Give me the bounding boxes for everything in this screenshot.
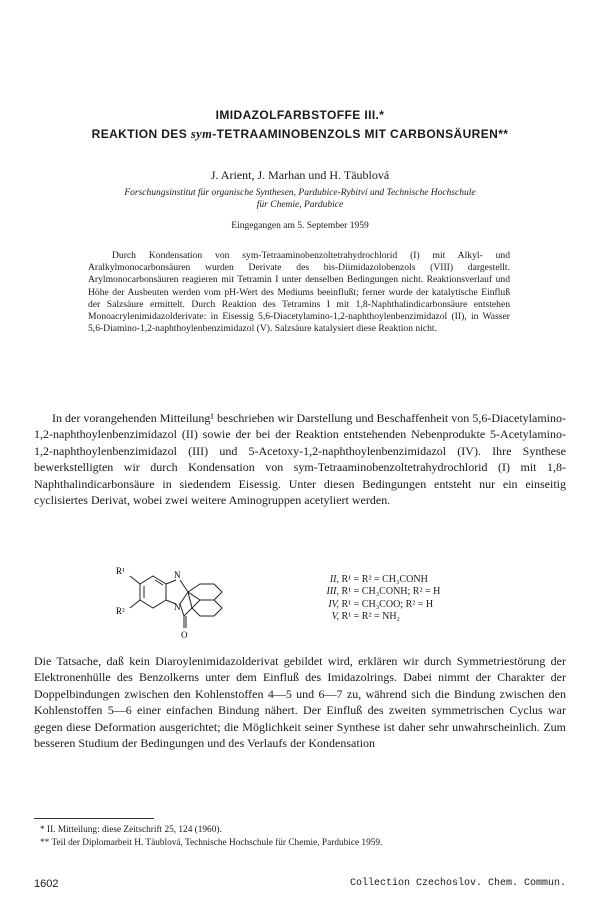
body-paragraph-2: Die Tatsache, daß kein Diaroylenimidazolderivat gebildet wird, erklären wir durch Symmetriestörung der Elektronenhülle des Benzolkerns unter dem Einfluß des Imidazolrings. Dabei nimmt der Charakter der Doppelbindungen zwischen den Kohlenstoffen 4—5 und 6—7 zu, während sich die Bindung zwischen den Kohlenstoffen 5—6 einer einfachen Bindung nähert. Der Einfluß des zweiten symmetrischen Cyclus war gegen diese Deformation ausgerichtet; die Möglichkeit seiner Synthese ist daher sehr unwahrscheinlich. Zum besseren Studium der Bedingungen und des Verlaufs der Kondensation [34, 654, 566, 751]
journal-name: Collection Czechoslov. Chem. Commun. [349, 878, 566, 889]
legend-row [305, 574, 440, 586]
title-line-2 [40, 127, 560, 142]
legend-row [305, 586, 440, 598]
title-line-1: IMIDAZOLFARBSTOFFE III.* [215, 108, 385, 122]
title-prefix: REAKTION DES [91, 127, 191, 141]
title-rest: -TETRAAMINOBENZOLS MIT CARBONSÄUREN** [212, 127, 509, 141]
abstract: Durch Kondensation von sym-Tetraaminobenzoltetrahydrochlorid (I) mit Alkyl- und Aralkylmonocarbonsäuren wurden Derivate des bis-Diimidazolobenzols (VIII) dargestellt. Arylmonocarbonsäuren reagieren mit Tetramin I unter denselben Bedingungen nicht. Reaktionsverlauf und Höhe der Ausbeuten werden vom pH-Wert des Mediums beeinflußt; ferner wurde der katalytische Einfluß der Salzsäure ermittelt. Durch Reaktion des Tetramins I mit 1,8-Naphthalindicarbonsäure entstehen Monoacrylenimidazolderivate: in Eisessig 5,6-Diacetylamino-1,2-naphthoylenbenzimidazol (II), in Wasser 5,6-Diamino-1,2-naphthoylenbenzimidazol (V). Salzsäure katalysiert diese Reaktion nicht. [88, 250, 510, 335]
legend-formula: R¹ = R² = CH₃CONH [341, 574, 428, 585]
legend-formula: R¹ = CH₃CONH; R² = H [341, 586, 441, 598]
legend-formula: R¹ = CH₃COO; R² = H [341, 598, 434, 610]
r1-label: R¹ [116, 566, 125, 576]
oxygen-label: O [181, 630, 188, 640]
imidazole-bond [166, 580, 176, 584]
page-number: 1602 [34, 878, 59, 890]
legend-row [305, 611, 440, 623]
naphthalene-ring-1 [188, 584, 222, 600]
n-top-label: N [174, 570, 181, 580]
affiliation-line-1: Forschungsinstitut für organische Synthesen, Pardubice-Rybitví und Technische Hochschule [124, 188, 476, 198]
body-paragraph-1: In der vorangehenden Mitteilung¹ beschrieben wir Darstellung und Beschaffenheit von 5,6-Diacetylamino-1,2-naphthoylenbenzimidazol (II) sowie der bei der Reaktion entstehenden Nebenprodukte 5-Acetylamino-1,2-naphthoylenbenzimidazol (III) und 5-Acetoxy-1,2-naphthoylenbenzimidazol (IV). Ihre Synthese bewerkstelligten wir durch Kondensation von sym-Tetraaminobenzoltetrahydrochlorid (I) mit 1,8-Naphthalindicarbonsäure in siedendem Eisessig. Unter diesen Bedingungen entsteht nur ein einseitig cyclisiertes Derivat, wobei zwei weitere Aminogruppen acetyliert werden. [34, 411, 566, 508]
structure-legend [305, 574, 440, 623]
naphthalene-ring-2 [192, 600, 222, 616]
legend-compound: IV, [328, 598, 339, 610]
legend-compound: V, [331, 610, 339, 622]
legend-formula: R¹ = R² = NH₂ [341, 610, 401, 622]
footnote-divider [34, 818, 154, 819]
legend-compound: III, [326, 586, 339, 598]
title-italic: sym [190, 127, 213, 141]
r2-label: R² [116, 606, 125, 616]
n-bottom-label: N [174, 602, 181, 612]
legend-row [305, 599, 440, 611]
received-date: Eingegangen am 5. September 1959 [231, 221, 369, 231]
affiliation [40, 187, 560, 211]
chemical-structure [108, 558, 238, 640]
footnote-1: * II. Mitteilung: diese Zeitschrift 25, 124 (1960). [40, 825, 222, 835]
affiliation-line-2: für Chemie, Pardubice [256, 200, 344, 210]
legend-compound: II, [329, 574, 339, 585]
authors: J. Arient, J. Marhan und H. Täublová [210, 168, 390, 182]
footnote-2: ** Teil der Diplomarbeit H. Täublová, Technische Hochschule für Chemie, Pardubice 1959. [40, 838, 383, 848]
